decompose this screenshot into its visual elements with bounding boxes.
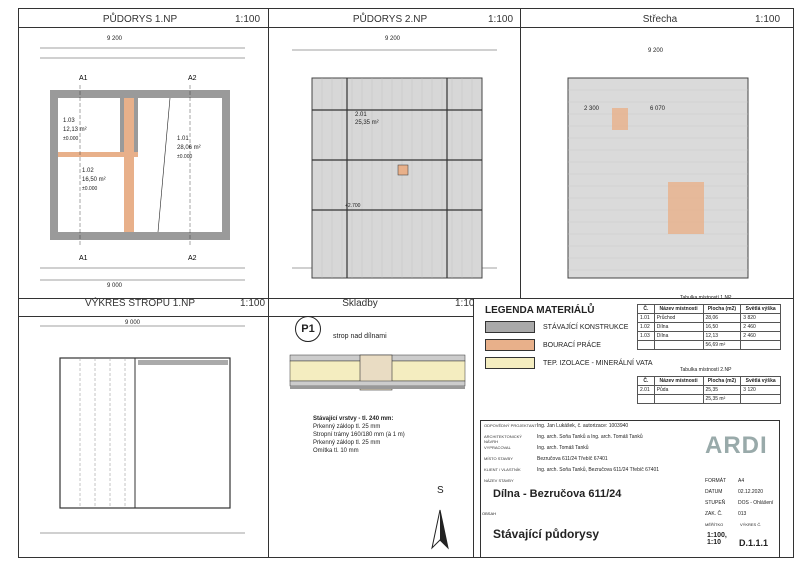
th-name: Název místnosti <box>654 377 703 386</box>
plan1-dim-bottom: 9 000 <box>107 283 123 289</box>
legend-item-existing <box>485 321 628 333</box>
table-header <box>638 305 781 314</box>
legend-swatch-demolition <box>485 339 535 351</box>
floor-plan-2np <box>272 30 517 295</box>
composition-text <box>313 415 405 455</box>
legend-title: LEGENDA MATERIÁLŮ <box>485 305 595 316</box>
roof-label-b: 6 070 <box>650 106 666 112</box>
composition-line-2: Prkenný záklop tl. 25 mm <box>313 424 381 430</box>
meta-sheet-key: VÝKRES Č. <box>740 522 762 527</box>
cell: Dílna <box>654 332 703 341</box>
tb-row-misto <box>482 456 608 462</box>
panel-title-1np: PŮDORYS 1.NP <box>102 14 178 25</box>
table-total: 25,35 m² <box>703 395 741 404</box>
cell: 28,06 <box>703 314 741 323</box>
rooms-1np-table <box>637 304 781 350</box>
north-arrow-icon <box>428 510 452 550</box>
tb-value: Ing. Jan Lukášek, č. autorizace: 1003940 <box>537 423 629 429</box>
section-marker-p1: P1 <box>295 316 321 342</box>
table-row <box>638 386 781 395</box>
tb-value: Bezručova 611/24 Třebíč 67401 <box>537 456 608 462</box>
company-logo: ARDI <box>705 432 768 459</box>
room-1-03-level: ±0.000 <box>63 136 79 142</box>
meta-job-key: ZAK. Č. <box>705 511 723 517</box>
table-row <box>638 332 781 341</box>
panel-scale-1np: 1:100 <box>235 14 261 25</box>
panel-title-roof: Střecha <box>642 14 678 25</box>
room-2-01-level: +2.700 <box>345 203 361 209</box>
cell: 2 460 <box>741 323 781 332</box>
svg-text:A2: A2 <box>188 75 197 82</box>
room-1-01-area: 28,06 m² <box>177 145 201 151</box>
th-area: Plocha (m2) <box>703 377 741 386</box>
legend-label-existing: STÁVAJÍCÍ KONSTRUKCE <box>543 323 629 331</box>
tb-row-navrh <box>482 434 643 444</box>
panel-title-skladby: Skladby <box>342 298 378 309</box>
rooms-1np-caption: Tabulka místností 1.NP <box>680 295 732 301</box>
tb-key: NÁZEV STAVBY <box>484 478 514 483</box>
room-2-01-num: 2.01 <box>355 112 367 118</box>
table-header <box>638 377 781 386</box>
composition-line-5: Omítka tl. 10 mm <box>313 448 359 454</box>
tb-key: VYPRACOVAL <box>484 445 511 450</box>
table-row <box>638 323 781 332</box>
tb-key: ODPOVĚDNÝ PROJEKTANT <box>484 423 537 428</box>
th-area: Plocha (m2) <box>703 305 741 314</box>
meta-date-key: DATUM <box>705 489 723 495</box>
th-height: Světlá výška <box>741 377 781 386</box>
tb-value: Ing. arch. Soňa Tanků a Ing. arch. Tomáš Tanků <box>537 434 643 440</box>
legend-label-demolition: BOURACÍ PRÁCE <box>543 341 601 349</box>
col-divider-3 <box>473 298 474 558</box>
cell: 3 120 <box>741 386 781 395</box>
object-label: OBSAH <box>482 511 497 516</box>
stropy-dim-top: 9 000 <box>125 320 141 326</box>
svg-text:A2: A2 <box>188 255 197 262</box>
tb-value: Ing. arch. Tomáš Tanků <box>537 445 589 451</box>
meta-scale-value: 1:100, 1:10 <box>707 532 727 546</box>
room-1-03-area: 12,13 m² <box>63 127 87 133</box>
plan2-dim-top: 9 200 <box>385 36 401 42</box>
tb-row-klient <box>482 467 659 473</box>
header-rule <box>18 27 794 28</box>
project-name: Dílna - Bezručova 611/24 <box>493 488 622 500</box>
table-total-row <box>638 341 781 350</box>
legend-label-insulation: TEP. IZOLACE - MINERÁLNÍ VATA <box>543 359 653 367</box>
section-detail <box>290 350 470 400</box>
panel-title-2np: PŮDORYS 2.NP <box>352 14 428 25</box>
svg-text:A1: A1 <box>79 75 88 82</box>
svg-text:A1: A1 <box>79 255 88 262</box>
room-1-01-level: ±0.000 <box>177 154 193 160</box>
north-label: S <box>437 485 444 496</box>
legend-item-insulation <box>485 357 653 369</box>
room-1-02-level: ±0.000 <box>82 186 98 192</box>
room-2-01-area: 25,35 m² <box>355 120 379 126</box>
composition-line-1: Stávající vrstvy - tl. 240 mm: <box>313 416 394 422</box>
room-1-02-num: 1.02 <box>82 168 94 174</box>
th-height: Světlá výška <box>741 305 781 314</box>
cell: 1.03 <box>638 332 655 341</box>
meta-date-value: 02.12.2020 <box>738 489 764 495</box>
room-1-01-num: 1.01 <box>177 136 189 142</box>
tb-value: Ing. arch. Soňa Tanků, Bezručova 611/24 Třebíč 67401 <box>537 467 660 473</box>
panel-scale-skladby: 1:10 <box>455 298 475 309</box>
roof-label-a: 2 300 <box>584 106 600 112</box>
roof-plan <box>524 30 789 295</box>
meta-scale-key: MĚŘÍTKO <box>705 522 724 527</box>
floor-plan-1np <box>20 30 265 295</box>
cell: 3 820 <box>741 314 781 323</box>
section-title: strop nad dílnami <box>333 333 387 340</box>
cell: 25,35 <box>703 386 741 395</box>
table-row <box>638 314 781 323</box>
sheet-title: Stávající půdorysy <box>493 527 600 541</box>
meta-stage-key: STUPEŇ <box>705 500 726 506</box>
room-1-03-num: 1.03 <box>63 118 75 124</box>
cell: 2 460 <box>741 332 781 341</box>
ceiling-plan-1np <box>20 318 265 553</box>
meta-stage-value: DOS - Ohlášení <box>738 500 774 506</box>
composition-line-4: Prkenný záklop tl. 25 mm <box>313 440 381 446</box>
legend-swatch-insulation <box>485 357 535 369</box>
th-name: Název místnosti <box>654 305 703 314</box>
rooms-2np-table <box>637 376 781 404</box>
col-divider-2 <box>520 8 521 298</box>
tb-row-projektant <box>482 423 628 429</box>
panel-scale-stropy: 1:100 <box>240 298 266 309</box>
cell: 1.02 <box>638 323 655 332</box>
panel-title-stropy: VÝKRES STROPU 1.NP <box>84 298 196 309</box>
composition-line-3: Stropní trámy 160/180 mm (à 1 m) <box>313 432 405 438</box>
meta-format-value: A4 <box>738 478 745 484</box>
plan1-dim-top: 9 200 <box>107 36 123 42</box>
cell: 16,50 <box>703 323 741 332</box>
tb-row-nazev <box>482 478 537 483</box>
cell: 1.01 <box>638 314 655 323</box>
middle-rule-2 <box>18 316 473 317</box>
roof-dim-top: 9 200 <box>648 48 664 54</box>
room-1-02-area: 16,50 m² <box>82 177 106 183</box>
th-num: Č. <box>638 305 655 314</box>
cell: Dílna <box>654 323 703 332</box>
panel-scale-roof: 1:100 <box>755 14 781 25</box>
cell: 2.01 <box>638 386 655 395</box>
tb-key: KLIENT / VLASTNÍK <box>484 467 521 472</box>
cell: Půda <box>654 386 703 395</box>
meta-job-value: 013 <box>738 511 747 517</box>
table-total: 56,69 m² <box>703 341 741 350</box>
cell: Průchod <box>654 314 703 323</box>
table-total-row <box>638 395 781 404</box>
legend-item-demolition <box>485 339 601 351</box>
legend-swatch-existing <box>485 321 535 333</box>
rooms-2np-caption: Tabulka místností 2.NP <box>680 367 732 373</box>
th-num: Č. <box>638 377 655 386</box>
col-divider-1 <box>268 8 269 558</box>
panel-scale-2np: 1:100 <box>488 14 514 25</box>
tb-key: MÍSTO STAVBY <box>484 456 513 461</box>
meta-sheet-no: D.1.1.1 <box>739 538 769 548</box>
tb-key: ARCHITEKTONICKÝ NÁVRH <box>484 434 522 444</box>
meta-format-key: FORMÁT <box>705 478 727 484</box>
tb-row-vypracoval <box>482 445 589 451</box>
cell: 12,13 <box>703 332 741 341</box>
